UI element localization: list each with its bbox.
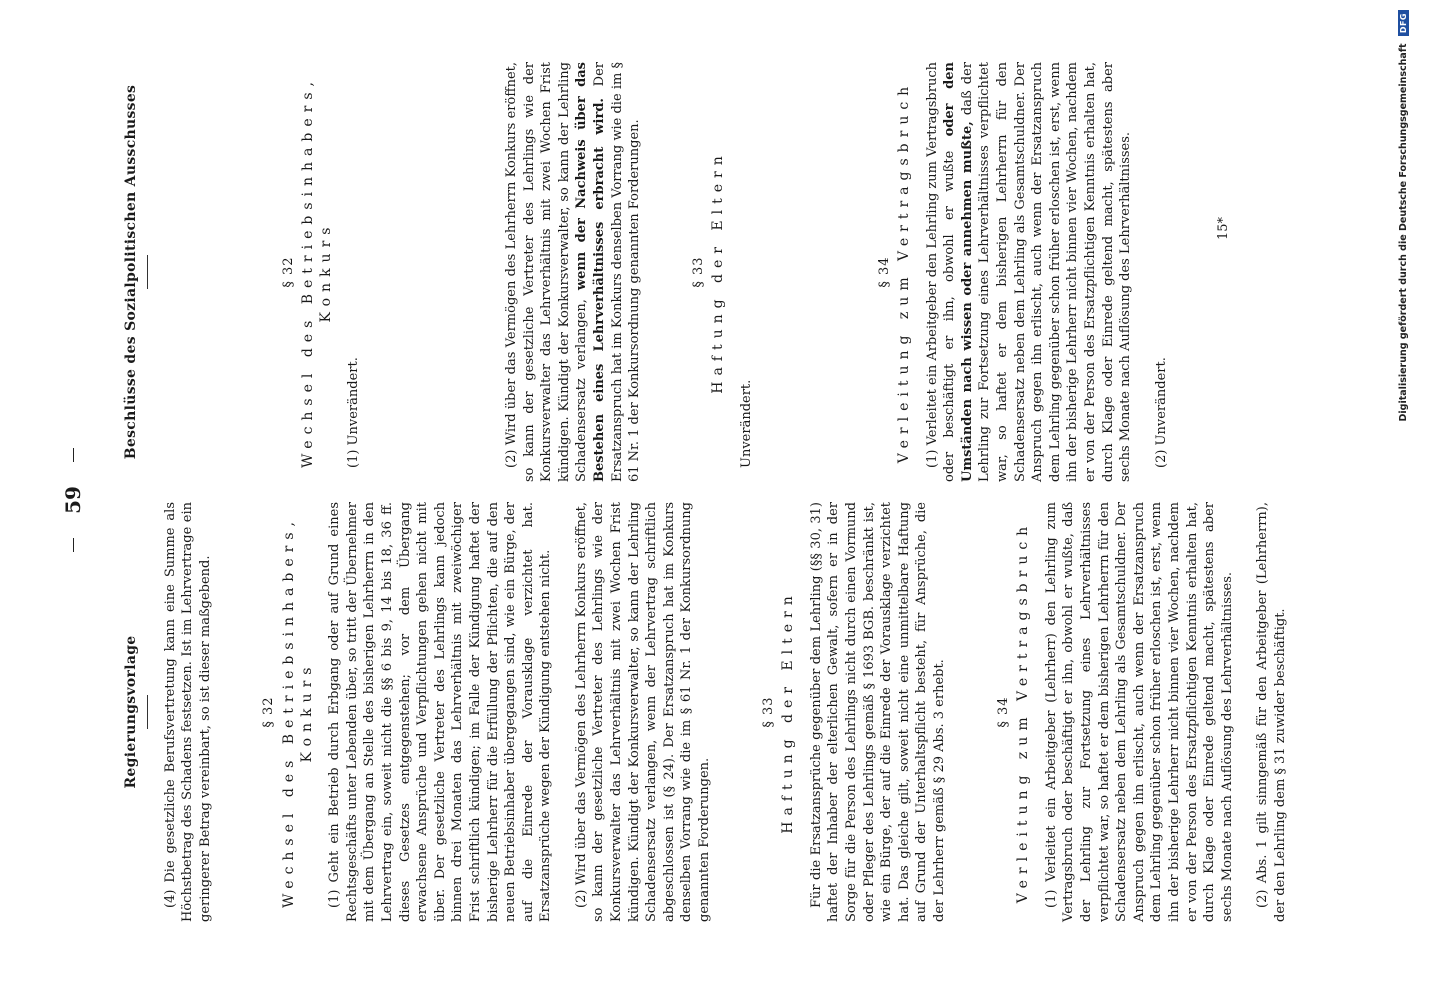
text-run: daß der Lehrling zur Fortsetzung eines Lehrverhältnisses verpflichtet war, so haftet er dem bisherigen Lehrherrn für den Schadensersatz neben dem Lehrling als Gesamtschuldner. Der Anspruch gegen ihn erlischt, auch wenn der Ersatzanspruch dem Lehrling gegenüber schon früher erloschen ist, erst, wenn ihn der bisherige Lehrherr nicht binnen vier Wochen, nachdem er von der Person des Ersatzpflichtigen Kenntnis erhalten hat, durch Klage oder Einrede geltend macht, spätestens aber sechs Monate nach Auflösung des Lehrverhältnisses.	[959, 62, 1134, 482]
paragraph-32-2: (2) Wird über das Vermögen des Lehrherrn Konkurs eröffnet, so kann der gesetzliche Vertreter des Lehrlings wie der Konkursverwalter das Lehrverhältnis mit zwei Wochen Frist kündigen. Kündigt der Konkursverwalter, so kann der Lehrling Schadensersatz verlangen, wenn der Lehrvertrag schriftlich abgeschlossen ist (§ 24). Der Ersatzanspruch hat im Konkurs denselben Vorrang wie die im § 61 Nr. 1 der Konkursordnung genannten Forderungen.	[573, 502, 713, 922]
header-dash-right	[73, 448, 74, 462]
document-page	[35, 0, 1365, 1000]
text-run: Der Ersatzanspruch hat im Konkurs denselben Vorrang wie die im § 61 Nr. 1 der Konkursordnung genannten Forderungen.	[591, 61, 643, 482]
paragraph-31-4: (4) Die gesetzliche Berufsvertretung kann eine Summe als Höchstbetrag des Schadens festsetzen. Ist im Lehrvertrage ein geringerer Betrag vereinbart, so ist dieser maßgebend.	[162, 502, 213, 922]
section-number: § 32	[261, 696, 277, 728]
section-32-heading	[260, 502, 316, 922]
section-title: Verleitung zum Vertragsbruch	[896, 80, 913, 464]
header-dash-left	[73, 538, 74, 552]
section-number: § 33	[760, 696, 776, 728]
paragraph-33: Für die Ersatzansprüche gegenüber dem Lehrling (§§ 30, 31) haftet der Inhaber der elterlichen Gewalt, sofern er in der Sorge für die Person des Lehrlings nicht durch einen Vormund oder Pfleger des Lehrlings gemäß § 1693 BGB. beschränkt ist, wie ein Bürge, der auf die Einrede der Vorausklage verzichtet hat. Das gleiche gilt, soweit nicht eine unmittelbare Haftung auf Grund der Unterhaltspflicht besteht, für Ansprüche, die der Lehrherr gemäß § 29 Abs. 3 erhebt.	[808, 502, 947, 922]
page-number: 59	[61, 486, 85, 514]
signature-mark: 15*	[1216, 216, 1231, 240]
section-number: § 34	[876, 256, 892, 288]
section-title: Haftung der Eltern	[780, 590, 797, 834]
column-heading: Beschlüsse des Sozialpolitischen Ausschusses	[123, 84, 139, 460]
paragraph-33: Unverändert.	[738, 379, 754, 468]
column-committee-resolutions	[123, 62, 1170, 482]
section-number: § 33	[690, 256, 706, 288]
paragraph-34-1: (1) Verleitet ein Arbeitgeber (Lehrherr) den Lehrling zum Vertragsbruch oder beschäftigt er ihn, obwohl er wußte, daß der Lehrling zur Fortsetzung eines Lehrverhältnisses verpflichtet war, so haftet er dem bisherigen Lehrherrn für den Schadensersatz neben dem Lehrling als Gesamtschuldner. Der Anspruch gegen ihn erlischt, auch wenn der Ersatzanspruch dem Lehrling gegenüber schon früher erloschen ist, erst, wenn ihn der bisherige Lehrherr nicht binnen vier Wochen, nachdem er von der Person des Ersatzpflichtigen Kenntnis erhalten hat, durch Klage oder Einrede geltend macht, spätestens aber sechs Monate nach Auflösung des Lehrverhältnisses.	[1043, 502, 1235, 922]
text-run: (2) Wird über das Vermögen des Lehrherrn Konkurs eröffnet, so kann der gesetzliche Vertreter des Lehrlings wie der Konkursverwalter das Lehrverhältnis mit zwei Wochen Frist kündigen. Kündigt der Konkursverwalter, so kann der Lehrling Schadensersatz verlangen,	[503, 62, 590, 482]
section-32-heading	[280, 62, 336, 482]
section-title: Verleitung zum Vertragsbruch	[1015, 520, 1032, 904]
column-heading: Regierungsvorlage	[123, 635, 139, 789]
column-government-draft	[123, 502, 1289, 922]
paragraph-32-1: (1) Unverändert.	[346, 357, 362, 468]
paragraph-32-2	[503, 62, 644, 482]
heading-rule	[147, 255, 148, 289]
section-title: Wechsel des Betriebsinhabers, Konkurs	[300, 76, 334, 468]
credit-text: Digitalisierung gefördert durch die Deutsche Forschungsgemeinschaft	[1398, 43, 1409, 422]
paragraph-32-1: (1) Geht ein Betrieb durch Erbgang oder auf Grund eines Rechtsgeschäfts unter Lebenden über, so tritt der Übernehmer mit dem Übergang an Stelle des bisherigen Lehrherrn in den Lehrvertrag ein, soweit nicht die §§ 6 bis 9, 14 bis 18, 36 ff. dieses Gesetzes entgegenstehen; vor dem Übergang erwachsene Ansprüche und Verpflichtungen gehen nicht mit über. Der gesetzliche Vertreter des Lehrlings kann jedoch binnen drei Monaten das Lehrverhältnis mit zweiwöchiger Frist schriftlich kündigen; im Falle der Kündigung haftet der bisherige Lehrherr für die Erfüllung der Pflichten, die auf den neuen Betriebsinhaber übergegangen sind, wie ein Bürge, der auf die Einrede der Vorausklage verzichtet hat. Ersatzansprüche wegen der Kündigung entstehen nicht.	[327, 502, 554, 922]
section-33-heading	[690, 62, 728, 482]
dfg-logo: DFG	[1398, 10, 1409, 36]
section-number: § 34	[995, 696, 1011, 728]
section-title: Haftung der Eltern	[710, 150, 727, 394]
paragraph-34-2: (2) Abs. 1 gilt sinngemäß für den Arbeitgeber (Lehrherrn), der den Lehrling dem § 31 zuwider beschäftigt.	[1255, 502, 1288, 922]
digitization-credit	[1398, 10, 1409, 1000]
text-run: (1) Verleitet ein Arbeitgeber den Lehrling zum Vertragsbruch oder beschäftigt er ihn, obwohl er wußte	[924, 62, 958, 482]
paragraph-34-1	[924, 62, 1135, 482]
section-34-heading	[995, 502, 1033, 922]
section-number: § 32	[280, 256, 296, 288]
heading-rule	[147, 695, 148, 729]
page-header	[61, 0, 85, 1000]
amended-text: oder den Umständen nach wissen oder annehmen mußte,	[942, 62, 975, 482]
section-34-heading	[876, 62, 914, 482]
amended-text: wenn der Nachweis über das Bestehen eines Lehrverhältnisses erbracht wird.	[574, 62, 607, 482]
paragraph-34-2: (2) Unverändert.	[1153, 357, 1169, 468]
section-33-heading	[760, 502, 798, 922]
section-title: Wechsel des Betriebsinhabers, Konkurs	[280, 516, 315, 908]
